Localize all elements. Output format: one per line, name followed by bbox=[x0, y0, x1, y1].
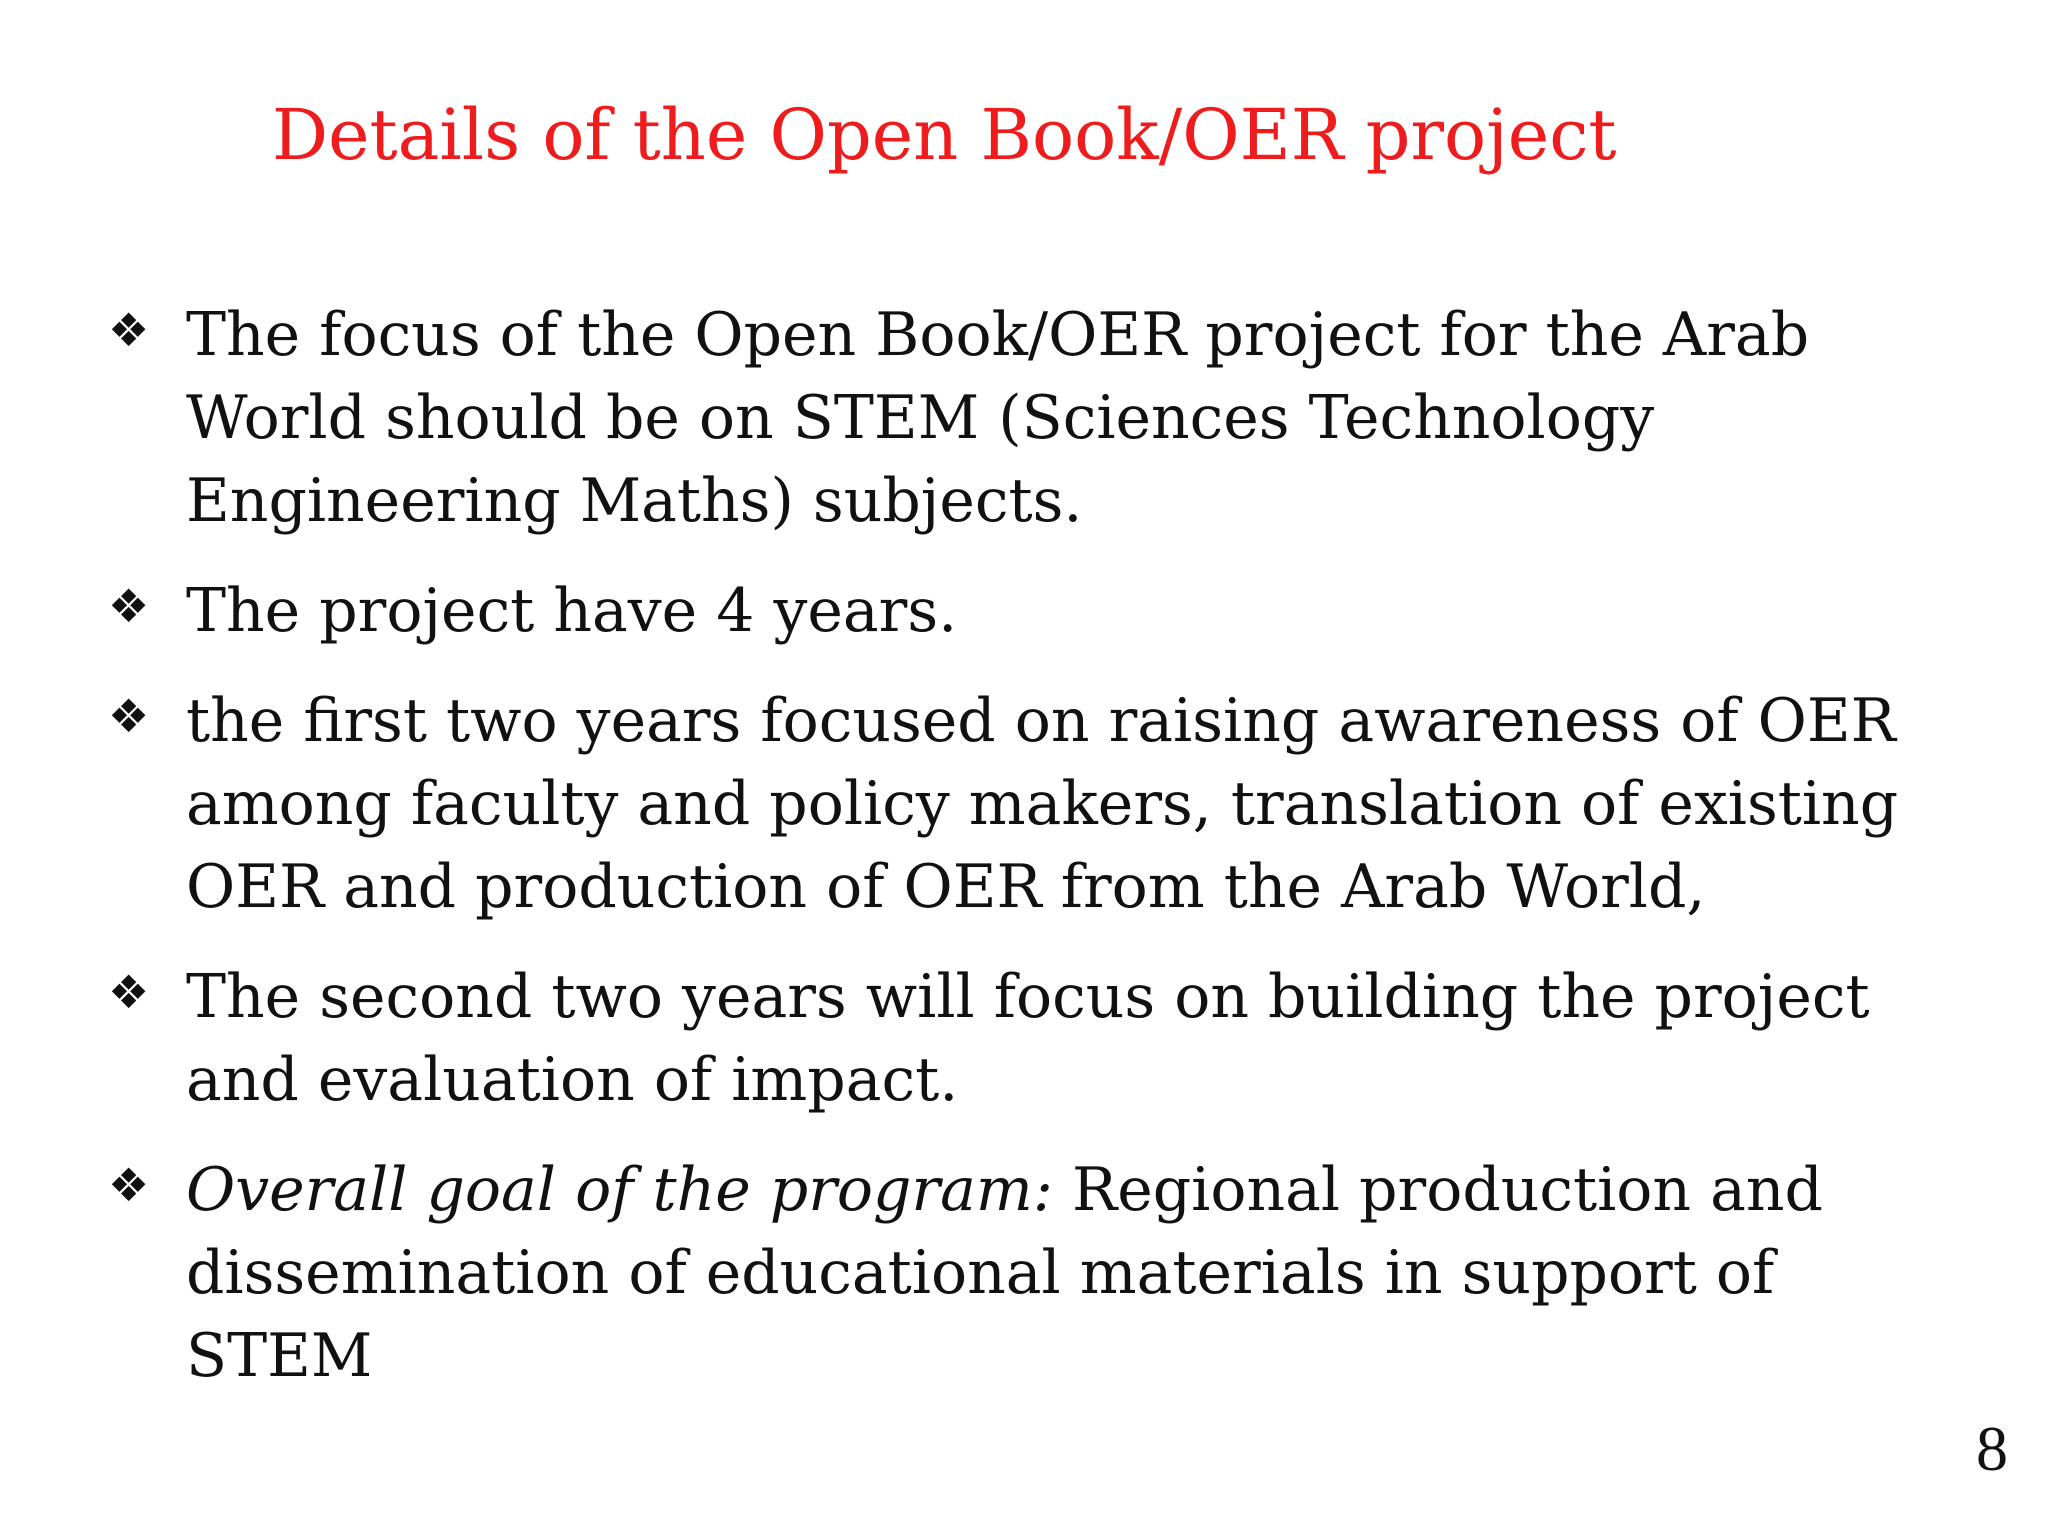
bullet-item bbox=[108, 956, 1968, 1122]
four-diamond-bullet-icon: ❖ bbox=[108, 303, 150, 357]
bullet-item bbox=[108, 680, 1968, 929]
bullet-text: the first two years focused on raising awareness of OER among faculty and policy makers, translation of existing OER and production of OER from the Arab World, bbox=[186, 686, 1899, 922]
page-number: 8 bbox=[1976, 1413, 2008, 1484]
bullet-text: The focus of the Open Book/OER project for the Arab World should be on STEM (Sciences Technology Engineering Maths) subjects. bbox=[186, 300, 1810, 536]
bullet-text: Regional production and dissemination of educational materials in support of STEM bbox=[186, 1155, 1823, 1391]
four-diamond-bullet-icon: ❖ bbox=[108, 579, 150, 633]
bullet-text: The project have 4 years. bbox=[186, 576, 958, 646]
bullet-list bbox=[108, 294, 1968, 1398]
bullet-lead-italic: Overall goal of the program: bbox=[186, 1155, 1053, 1225]
bullet-item bbox=[108, 570, 1968, 653]
bullet-item bbox=[108, 294, 1968, 543]
slide-title: Details of the Open Book/OER project bbox=[272, 94, 1617, 176]
four-diamond-bullet-icon: ❖ bbox=[108, 689, 150, 743]
four-diamond-bullet-icon: ❖ bbox=[108, 965, 150, 1019]
four-diamond-bullet-icon: ❖ bbox=[108, 1158, 150, 1212]
bullet-item bbox=[108, 1149, 1968, 1398]
bullet-text: The second two years will focus on building the project and evaluation of impact. bbox=[186, 962, 1870, 1115]
